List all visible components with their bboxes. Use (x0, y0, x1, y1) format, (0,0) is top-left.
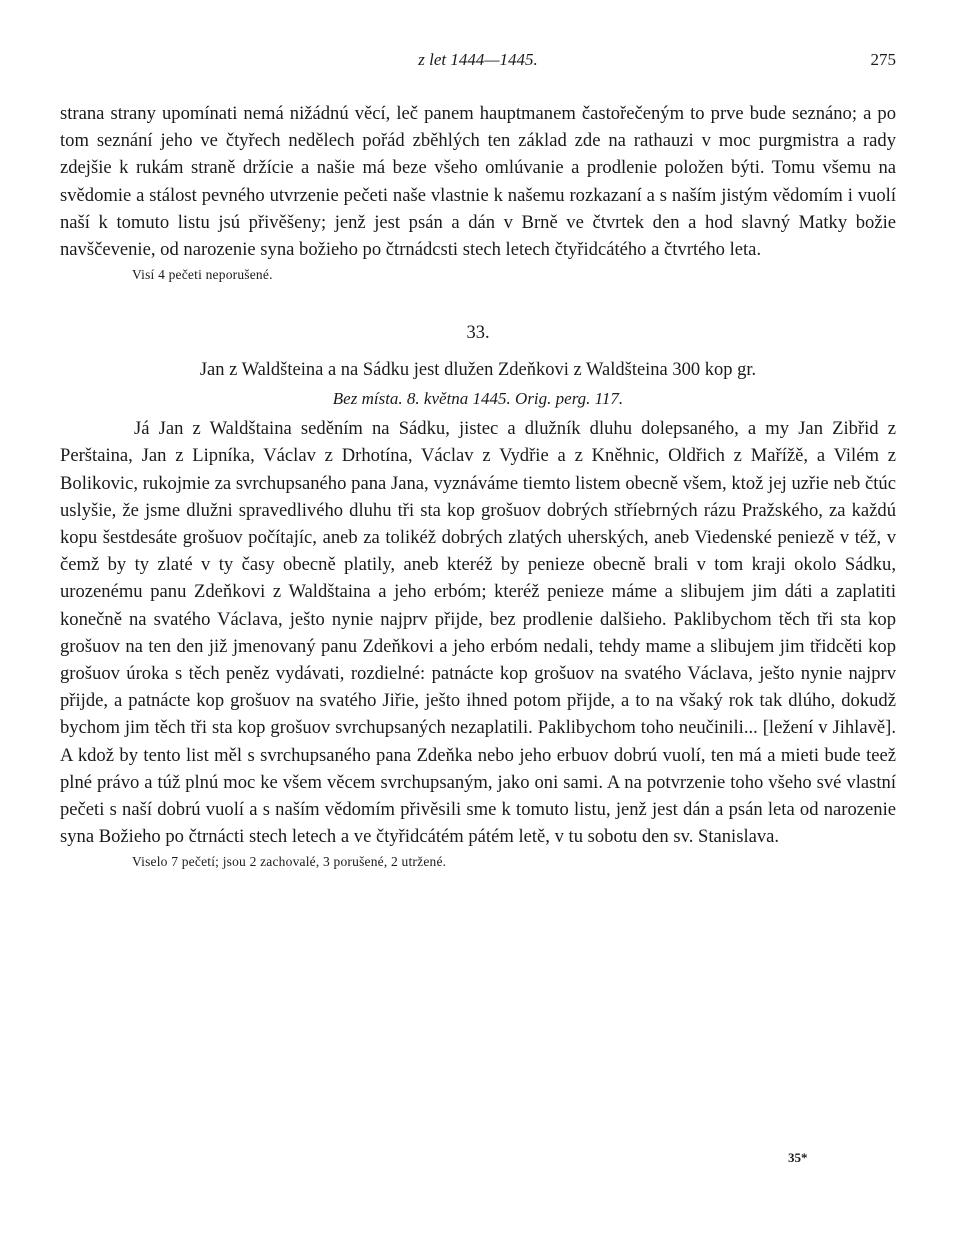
continuation-paragraph: strana strany upomínati nemá nižádnú věcí, leč panem hauptmanem častořečeným to prve bude seznáno; a po tom seznání jeho ve čtyřech nedělech pořád zběhlých ten základ zde na rathauzi v moc purgmistra a rady zdejšie k rukám straně držície a našie má beze všeho omlúvanie a prodlenie položen býti. Tomu všemu na svědomie a stálost pevného utvrzenie pečeti naše vlastnie k našemu rozkazaní a s naším jistým vědomím i vuolí naší k tomuto listu jsú přivěšeny; jenž jest psán a dán v Brně ve čtvrtek den a hod slavný Matky božie navščevenie, od narozenie syna božieho po čtrnádcsti stech letech čtyřidcátého a čtvrtého leta. (60, 103, 896, 261)
signature-mark: 35* (788, 1150, 808, 1165)
document-source: Bez místa. 8. května 1445. Orig. perg. 117. (332, 389, 624, 409)
document-regest: Jan z Waldšteina a na Sádku jest dlužen Zdeňkovi z Waldšteina 300 kop gr. (199, 360, 757, 381)
document-text: Já Jan z Waldštaina seděním na Sádku, jistec a dlužník dluhu dolepsaného, a my Jan Zibřid z Perštaina, Jan z Lipníka, Václav z Drhotína, Václav z Vydřie a z Kněhnic, Oldřich z Mařížě, a Vilém z Bolikovic, rukojmie za svrchupsaného pana Jana, vyznáváme tiemto listem obecně všem, ktož jej uzřie neb čtúc uslyšie, že jsme dlužni spravedlivého dluhu tři sta kop grošuov dobrých stříebrných rázu Pražského, za každú kopu šestdesáte grošuov počítajíc, aneb za tolikéž dobrých zlatých uherských, aneb Viedenské peniezě v též, v čemž by ty zlaté v ty časy obecně platily, aneb kteréž by penieze obecně brali v tom kraji okolo Sádku, urozenému panu Zdeňkovi z Waldštaina a jeho erbóm; kteréž penieze máme a slibujem jim dáti a zaplatiti konečně na svatého Václava, ješto nynie najprv přijde, bez prodlenie dalšieho. Paklibychom těch tři sta kop grošuov na ten den již jmenovaný panu Zdeňkovi a jeho erbóm nedali, tehdy mame a slibujem jim třidcěti kop grošuov úroka s těch peněz vydávati, rozdielné: patnácte kop grošuov na svatého Václava, ješto nynie najprv přijde, a patnácte kop grošuov na svatého Jiřie, ješto ihned potom přijde, a to na všaký rok tak dlúho, dokudž bychom jim těch tři sta kop grošuov svrchupsaných nezaplatili. Paklibychom toho neučinili... [ležení v Jihlavě]. A kdož by tento list měl s svrchupsaného pana Zdeňka nebo jeho erbuov dobrú vuolí, ten má a mieti bude teež plné právo a túž plnú moc ke všem věcem svrchupsaným, jako oni sami. A na potvrzenie toho všeho své vlastní pečeti s naší dobrú vuolí a s naším vědomím přivěsili sme k tomuto listu, jenž jest dán a psán leta od narozenie syna Božieho po čtrnácti stech letech a ve čtyřidcátém pátém letě, v tu sobotu den sv. Stanislava. (60, 418, 896, 848)
seal-note-2: Viselo 7 pečetí; jsou 2 zachovalé, 3 porušené, 2 utržené. (132, 854, 447, 870)
page-number: 275 (870, 50, 896, 69)
page (60, 50, 896, 870)
document-number: 33. (466, 323, 490, 344)
running-head (60, 50, 896, 80)
seal-note: Visí 4 pečeti neporušené. (132, 267, 273, 283)
running-title: z let 1444—1445. (418, 50, 538, 69)
